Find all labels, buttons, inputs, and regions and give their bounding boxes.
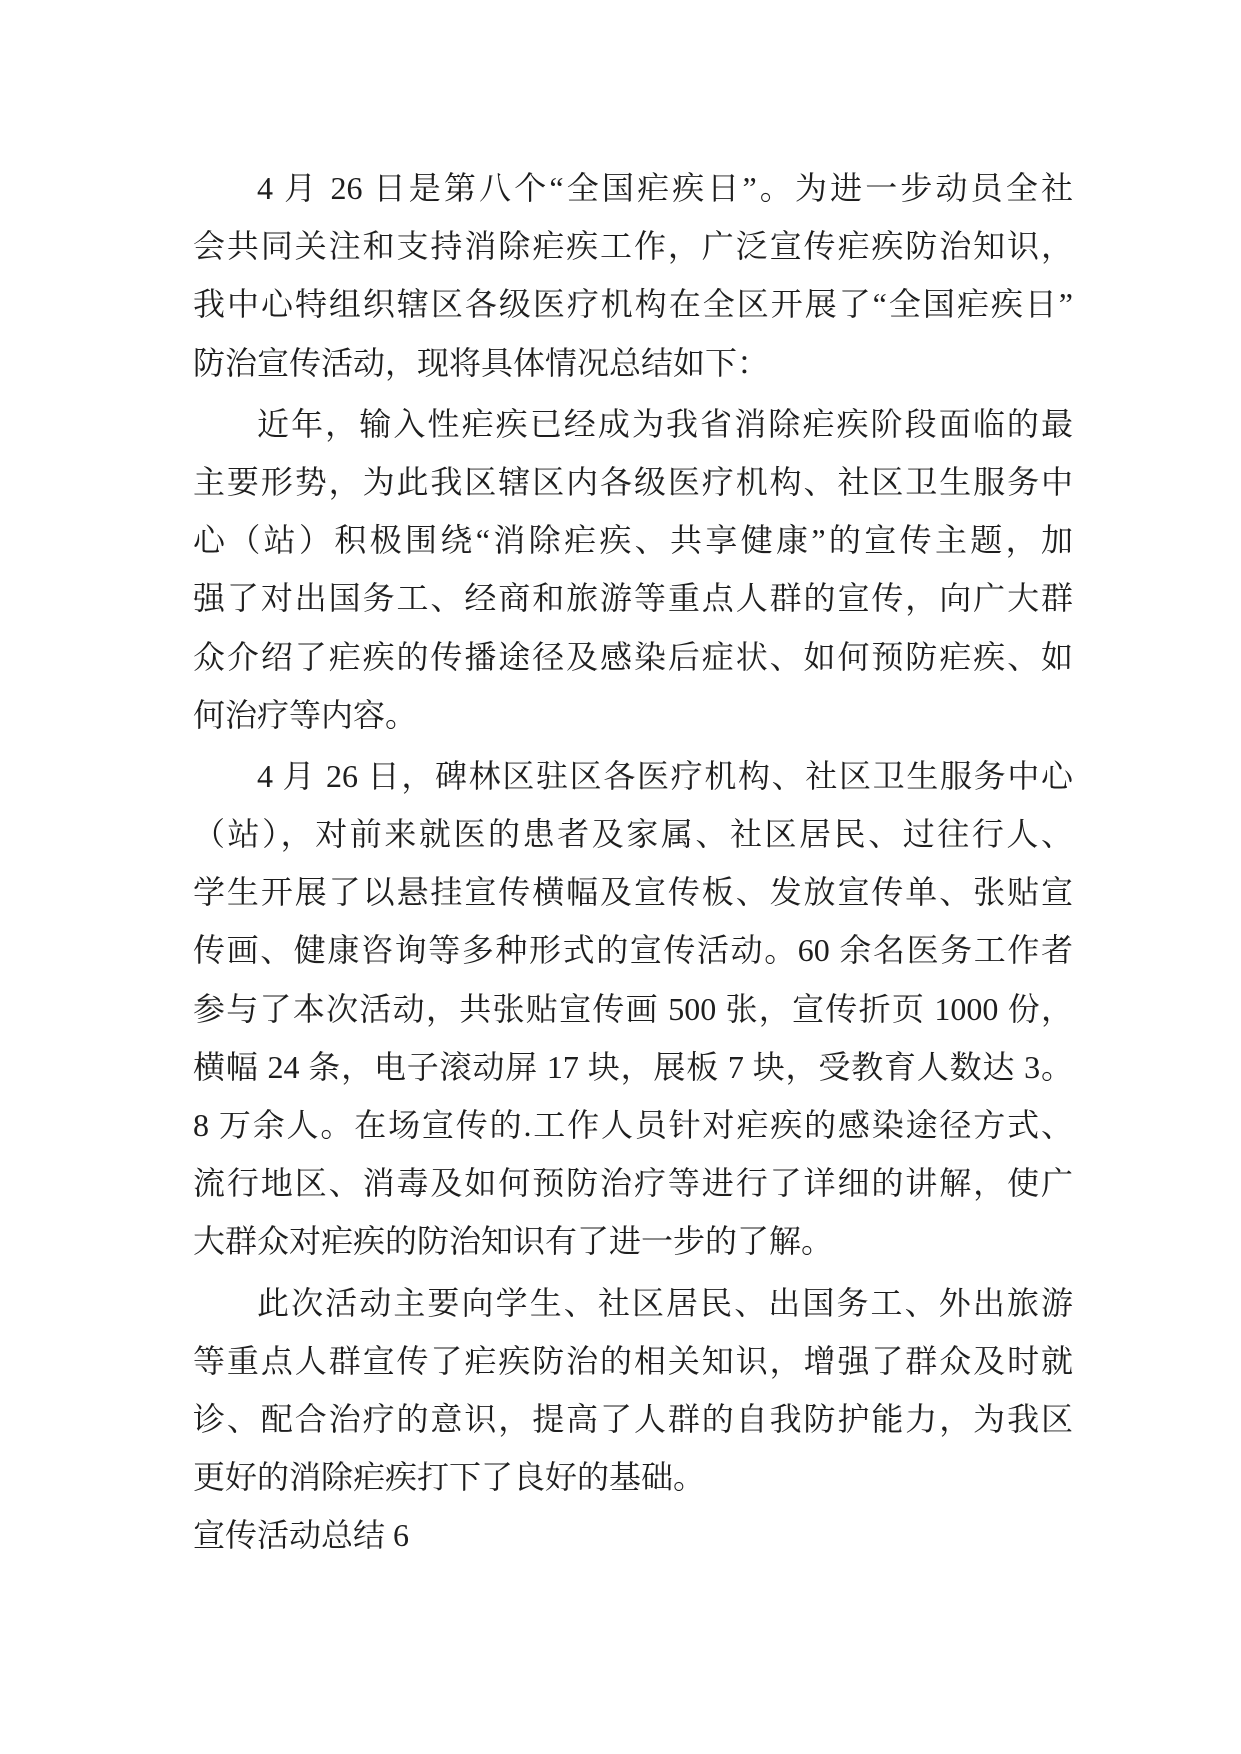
paragraph-line: 4 月 26 日，碑林区驻区各医疗机构、社区卫生服务中心: [257, 757, 1073, 794]
paragraph: [193, 159, 1073, 392]
paragraph-line: 参与了本次活动，共张贴宣传画 500 张，宣传折页 1000 份，: [193, 990, 1073, 1027]
paragraph: [193, 747, 1073, 1271]
paragraph-line: 何治疗等内容。: [193, 696, 418, 733]
paragraph-line: 更好的消除疟疾打下了良好的基础。: [193, 1459, 706, 1496]
paragraph-line: 8 万余人。在场宣传的.工作人员针对疟疾的感染途径方式、: [193, 1107, 1073, 1143]
paragraph-line: 横幅 24 条，电子滚动屏 17 块，展板 7 块，受教育人数达 3。: [193, 1048, 1073, 1085]
paragraph-line: 会共同关注和支持消除疟疾工作，广泛宣传疟疾防治知识，: [193, 228, 1073, 265]
paragraph-line: 主要形势，为此我区辖区内各级医疗机构、社区卫生服务中: [193, 463, 1073, 500]
paragraph: [193, 1274, 1073, 1507]
paragraph-line: 流行地区、消毒及如何预防治疗等进行了详细的讲解，使广: [193, 1165, 1073, 1202]
paragraph-line: 强了对出国务工、经商和旅游等重点人群的宣传，向广大群: [193, 580, 1073, 617]
paragraph-line: 心（站）积极围绕“消除疟疾、共享健康”的宣传主题，加: [193, 522, 1073, 559]
paragraph-line: 大群众对疟疾的防治知识有了进一步的了解。: [193, 1223, 834, 1260]
paragraph-line: 4 月 26 日是第八个“全国疟疾日”。为进一步动员全社: [257, 170, 1073, 206]
paragraph-line: 近年，输入性疟疾已经成为我省消除疟疾阶段面临的最: [257, 405, 1073, 442]
paragraph-line: 防治宣传活动，现将具体情况总结如下：: [193, 344, 770, 381]
document-body: [193, 159, 1073, 1565]
paragraph-line: 等重点人群宣传了疟疾防治的相关知识，增强了群众及时就: [193, 1342, 1073, 1379]
paragraph-line: （站），对前来就医的患者及家属、社区居民、过往行人、: [193, 816, 1073, 853]
paragraph-line: 传画、健康咨询等多种形式的宣传活动。60 余名医务工作者: [193, 932, 1073, 969]
paragraph-line: 学生开展了以悬挂宣传横幅及宣传板、发放宣传单、张贴宣: [193, 874, 1073, 911]
paragraph-line: 众介绍了疟疾的传播途径及感染后症状、如何预防疟疾、如: [193, 638, 1073, 675]
paragraph-line: 此次活动主要向学生、社区居民、出国务工、外出旅游: [257, 1284, 1073, 1321]
paragraph: [193, 395, 1073, 744]
paragraph-line: 诊、配合治疗的意识，提高了人群的自我防护能力，为我区: [193, 1400, 1073, 1437]
section-heading: 宣传活动总结 6: [193, 1517, 410, 1554]
paragraph-line: 我中心特组织辖区各级医疗机构在全区开展了“全国疟疾日”: [193, 286, 1073, 323]
